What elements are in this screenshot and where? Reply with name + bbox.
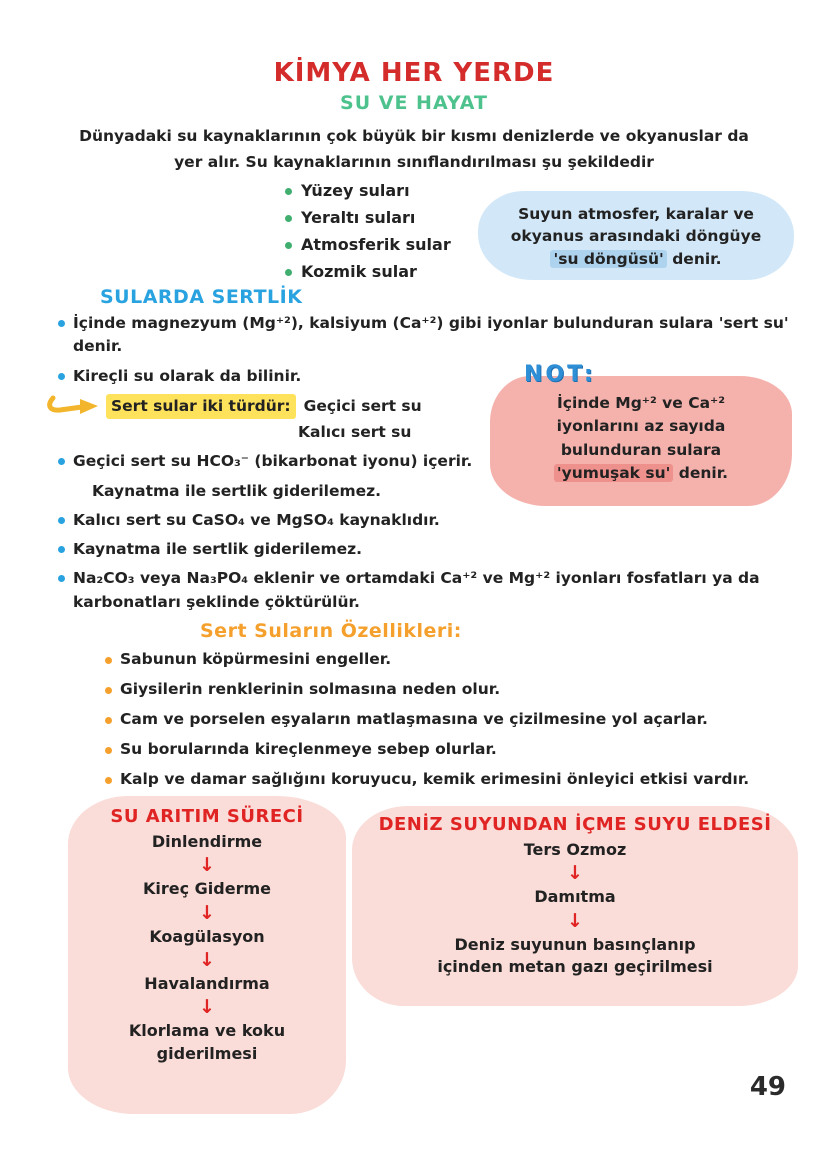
two-types-value: Kalıcı sert su (298, 423, 412, 441)
note-line: bulunduran sulara (560, 440, 722, 459)
water-source-item: Yeraltı suları (285, 208, 451, 227)
property-item: Su borularında kireçlenmeye sebep olurlar. (103, 740, 803, 758)
water-cycle-suffix: denir. (666, 249, 722, 268)
intro-line-1: Dünyadaki su kaynaklarının çok büyük bir kısmı denizlerde ve okyanuslar da (79, 127, 749, 145)
properties-heading: Sert Suların Özellikleri: (200, 620, 462, 642)
note-line: İçinde Mg⁺² ve Ca⁺² (556, 394, 725, 412)
yellow-arrow-icon (46, 395, 100, 417)
treatment-title: SU ARITIM SÜRECİ (110, 806, 304, 827)
water-source-item: Yüzey suları (285, 181, 451, 200)
flow-step: Havalandırma (144, 973, 270, 993)
properties-list (103, 650, 803, 800)
desalination-title: DENİZ SUYUNDAN İÇME SUYU ELDESİ (378, 814, 772, 835)
desalination-flowchart (352, 806, 798, 1006)
property-item: Kalp ve damar sağlığını koruyucu, kemik erimesini önleyici etkisi vardır. (103, 770, 803, 788)
bullet-item: Na₂CO₃ veya Na₃PO₄ eklenir ve ortamdaki Ca⁺² ve Mg⁺² iyonları fosfatları ya da karbonatları şeklinde çöktürülür. (56, 567, 804, 614)
note-label: NOT: (524, 362, 596, 387)
flow-step: Damıtma (534, 887, 616, 907)
bullet-item: Kireçli su olarak da bilinir. (56, 365, 804, 388)
water-cycle-note-bubble (478, 191, 794, 280)
water-cycle-line: Suyun atmosfer, karalar ve (518, 205, 754, 223)
down-arrow-icon: ↓ (567, 862, 583, 885)
treatment-flowchart (68, 796, 346, 1114)
flow-step: Ters Ozmoz (523, 840, 627, 859)
two-types-value: Geçici sert su (303, 396, 422, 415)
flow-step: Koagülasyon (149, 926, 265, 946)
note-line (500, 462, 782, 485)
page-subtitle: SU VE HAYAT (340, 92, 488, 114)
bullet-item: İçinde magnezyum (Mg⁺²), kalsiyum (Ca⁺²) gibi iyonlar bulunduran sulara 'sert su' denir. (56, 312, 804, 359)
flow-step: Klorlama ve koku giderilmesi (128, 1021, 286, 1063)
water-cycle-highlight: 'su döngüsü' (550, 250, 666, 268)
note-blob (490, 362, 792, 506)
down-arrow-icon: ↓ (199, 901, 215, 924)
page-title: KİMYA HER YERDE (273, 58, 555, 88)
flow-step: Kireç Giderme (142, 879, 271, 899)
bullet-subline: Kaynatma ile sertlik giderilemez. (92, 481, 382, 500)
water-cycle-line (486, 248, 786, 270)
bullet-item: Geçici sert su HCO₃⁻ (bikarbonat iyonu) içerir. (56, 450, 804, 473)
down-arrow-icon: ↓ (199, 996, 215, 1019)
down-arrow-icon: ↓ (199, 854, 215, 877)
water-sources-list (285, 181, 451, 289)
water-source-item: Atmosferik sular (285, 235, 451, 254)
down-arrow-icon: ↓ (567, 909, 583, 932)
flow-step: Dinlendirme (151, 832, 263, 851)
note-suffix: denir. (673, 463, 729, 482)
intro-line-2: yer alır. Su kaynaklarının sınıflandırılması şu şekildedir (174, 153, 654, 171)
note-line: iyonlarını az sayıda (556, 417, 726, 436)
flow-step: Deniz suyunun basınçlanıp içinden metan gazı geçirilmesi (437, 934, 713, 976)
property-item: Sabunun köpürmesini engeller. (103, 650, 803, 668)
hardness-heading: SULARDA SERTLİK (100, 286, 303, 308)
bullet-item: Kalıcı sert su CaSO₄ ve MgSO₄ kaynaklıdır. (56, 509, 804, 532)
water-source-item: Kozmik sular (285, 262, 451, 281)
property-item: Cam ve porselen eşyaların matlaşmasına ve çizilmesine yol açarlar. (103, 710, 803, 728)
bullet-item: Kaynatma ile sertlik giderilemez. (56, 538, 804, 561)
down-arrow-icon: ↓ (199, 948, 215, 971)
property-item: Giysilerin renklerinin solmasına neden olur. (103, 680, 803, 698)
water-cycle-line: okyanus arasındaki döngüye (510, 227, 762, 246)
note-highlight: 'yumuşak su' (554, 464, 673, 482)
two-types-label: Sert sular iki türdür: (106, 394, 296, 419)
page-number: 49 (749, 1072, 786, 1102)
